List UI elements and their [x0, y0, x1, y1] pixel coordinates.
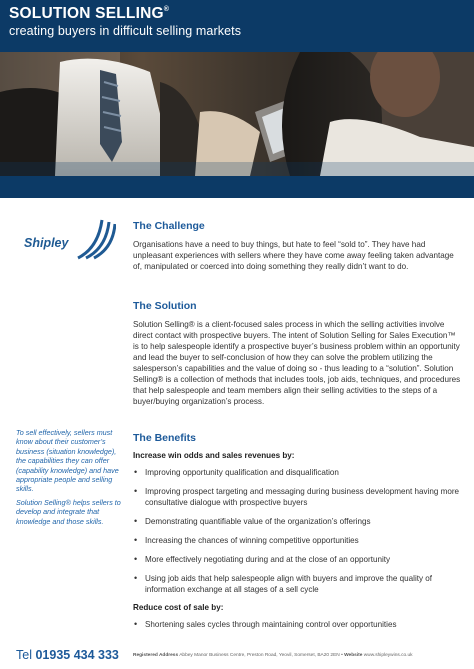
- benefits-list-cost: [133, 619, 463, 630]
- benefits-lead-win-odds: Increase win odds and sales revenues by:: [133, 451, 295, 460]
- list-item: • Shortening sales cycles through maintaining control over opportunities: [134, 619, 397, 629]
- footer-telephone: Tel 01935 434 333: [16, 648, 119, 662]
- bullet-icon: •: [134, 486, 138, 496]
- list-item: • More effectively negotiating during and at the close of an opportunity: [134, 554, 391, 564]
- list-item: • Improving opportunity qualification and disqualification: [134, 467, 339, 477]
- list-item: • Using job aids that help salespeople align with buyers and improve the quality of information exchange at all stages of a sell cycle: [134, 573, 433, 594]
- sidebar-paragraph: Solution Selling® helps sellers to develop and integrate that knowledge and those skills.: [16, 497, 121, 526]
- footer-address: Registered Address Abbey Manor Business Centre, Preston Road, Yeovil, Somerset, BA20 2EN • Website www.shipleywins.co.uk: [133, 653, 413, 658]
- logo-swoosh-icon: [76, 218, 116, 260]
- bullet-icon: •: [134, 535, 138, 545]
- benefits-heading: The Benefits: [133, 432, 197, 444]
- challenge-section: [133, 220, 463, 272]
- solution-text: Solution Selling® is a client-focused sales process in which the selling activities involve direct contact with prospective buyers. The intent of Solution Selling for Sales Execution™ is to help salespeople identify a prospective buyer’s business problem within an opportunity and lead the buyer to self-conclusion of how they can solve the problem utilizing the salesperson’s capabilities and the value of doing so - thus leading to a “solution”. Solution Selling® is a collection of methods that includes tools, job aids, techniques, and procedures that help salespeople and team members align their selling activities to the steps of a buyer/buying organization’s process.: [133, 320, 461, 406]
- solution-section: [133, 300, 463, 407]
- solution-heading: The Solution: [133, 300, 197, 312]
- challenge-text: Organisations have a need to buy things, but hate to feel “sold to”. They have had unpleasant experiences with sellers where they have come away feeling taken advantage of, manipulated or coerced into doing something they really didn’t want to do.: [133, 240, 454, 271]
- challenge-heading: The Challenge: [133, 220, 205, 232]
- benefits-lead-cost: Reduce cost of sale by:: [133, 603, 224, 612]
- list-item: • Increasing the chances of winning competitive opportunities: [134, 535, 359, 545]
- website-link[interactable]: www.shipleywins.co.uk: [363, 653, 413, 658]
- page-title: SOLUTION SELLING®: [9, 5, 170, 22]
- blue-band: [0, 176, 474, 198]
- bullet-icon: •: [134, 554, 138, 564]
- header-banner: [0, 0, 474, 52]
- shipley-logo: [22, 216, 112, 260]
- sidebar-paragraph: To sell effectively, sellers must know about their customer’s business (situation knowledge), the capabilities they can offer (capability knowledge) and have appropriate people and selling skills.: [16, 428, 119, 494]
- list-item: • Demonstrating quantifiable value of the organization’s offerings: [134, 516, 371, 526]
- bullet-icon: •: [134, 573, 138, 583]
- sidebar-note: [16, 428, 128, 530]
- benefits-list-win-odds: [133, 467, 463, 595]
- page-subtitle: creating buyers in difficult selling markets: [9, 24, 242, 38]
- benefits-section: [133, 432, 463, 638]
- list-item: • Improving prospect targeting and messaging during business development having more consultative dialogue with prospective buyers: [134, 486, 460, 507]
- bullet-icon: •: [134, 467, 138, 477]
- bullet-icon: •: [134, 516, 138, 526]
- business-meeting-photo: [0, 52, 474, 176]
- registered-mark: ®: [163, 6, 170, 13]
- logo-text: Shipley: [24, 236, 69, 250]
- bullet-icon: •: [134, 619, 138, 629]
- footer: [0, 644, 474, 669]
